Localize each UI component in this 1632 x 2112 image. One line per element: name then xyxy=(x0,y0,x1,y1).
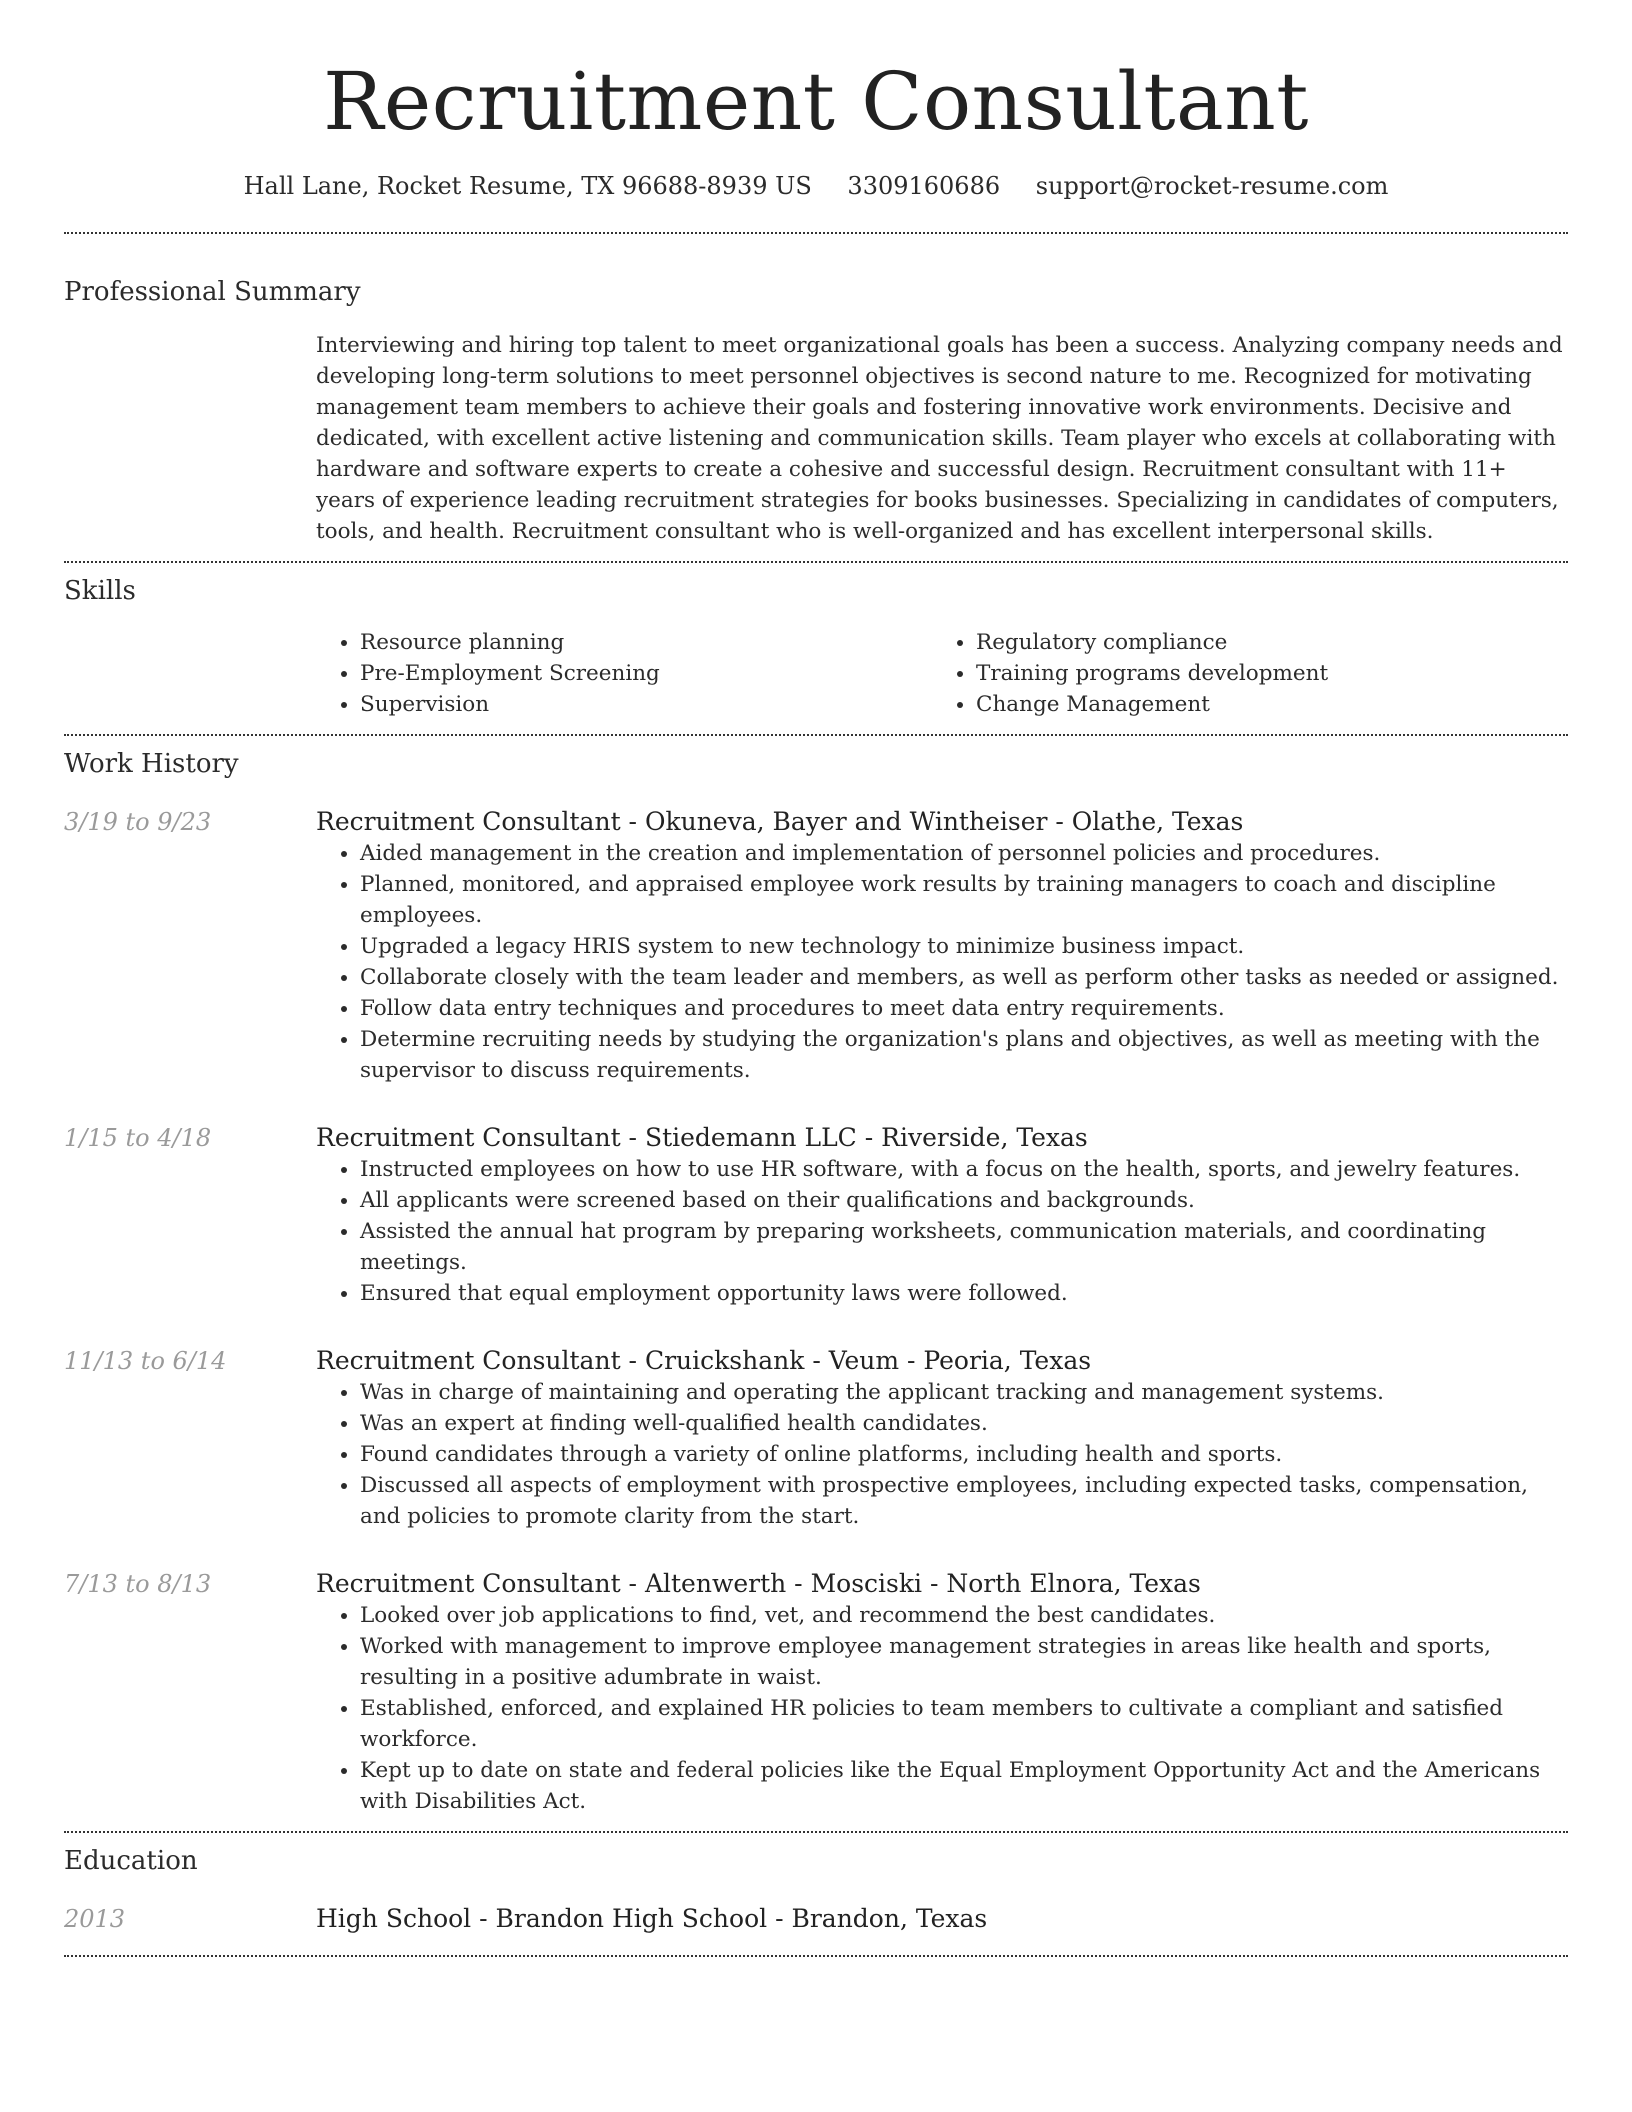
job-bullets xyxy=(316,1154,1568,1309)
job-bullet: • Ensured that equal employment opportunity laws were followed. xyxy=(360,1278,1568,1309)
divider xyxy=(64,232,1568,234)
job-bullet: • Determine recruiting needs by studying the organization's plans and objectives, as well as meeting with the supervisor to discuss requirements. xyxy=(360,1024,1568,1086)
job-bullet: • Planned, monitored, and appraised employee work results by training managers to coach and discipline employees. xyxy=(360,869,1568,931)
divider xyxy=(64,561,1568,563)
summary-title: Professional Summary xyxy=(64,277,361,307)
skill-item: • Pre-Employment Screening xyxy=(360,658,932,689)
contact-address: Hall Lane, Rocket Resume, TX 96688-8939 US xyxy=(243,172,812,200)
skills-title: Skills xyxy=(64,576,136,606)
job-bullet: • Looked over job applications to find, vet, and recommend the best candidates. xyxy=(360,1600,1568,1631)
job-bullet: • Aided management in the creation and implementation of personnel policies and procedures. xyxy=(360,838,1568,869)
job-bullets xyxy=(316,1600,1568,1817)
contact-email: support@rocket-resume.com xyxy=(1035,172,1389,200)
job-bullets xyxy=(316,838,1568,1086)
work-history-section xyxy=(64,748,1568,1831)
job-bullet: • Kept up to date on state and federal policies like the Equal Employment Opportunity Act and the Americans with Disabilities Act. xyxy=(360,1755,1568,1817)
job-entry xyxy=(64,806,1568,1086)
job-entry xyxy=(64,1345,1568,1532)
job-bullet: • Upgraded a legacy HRIS system to new technology to minimize business impact. xyxy=(360,931,1568,962)
job-details xyxy=(316,1345,1568,1532)
summary-section xyxy=(64,276,1568,561)
job-bullet: • Was an expert at finding well-qualified health candidates. xyxy=(360,1408,1568,1439)
job-details xyxy=(316,1122,1568,1309)
job-dates: 3/19 to 9/23 xyxy=(64,808,212,836)
job-heading: Recruitment Consultant - Okuneva, Bayer and Wintheiser - Olathe, Texas xyxy=(316,807,1244,836)
job-bullet: • Assisted the annual hat program by preparing worksheets, communication materials, and coordinating meetings. xyxy=(360,1216,1568,1278)
job-details xyxy=(316,1568,1568,1817)
education-heading: High School - Brandon High School - Brandon, Texas xyxy=(316,1904,988,1933)
skills-list-left xyxy=(316,627,932,720)
divider xyxy=(64,1955,1568,1957)
skill-item: • Supervision xyxy=(360,689,932,720)
job-bullet: • Instructed employees on how to use HR software, with a focus on the health, sports, and jewelry features. xyxy=(360,1154,1568,1185)
education-year: 2013 xyxy=(64,1905,126,1933)
job-bullet: • Discussed all aspects of employment with prospective employees, including expected tasks, compensation, and policies to promote clarity from the start. xyxy=(360,1470,1568,1532)
contact-info xyxy=(64,170,1568,202)
job-bullet: • Was in charge of maintaining and operating the applicant tracking and management systems. xyxy=(360,1377,1568,1408)
education-entry xyxy=(64,1903,1568,1955)
job-bullet: • Found candidates through a variety of online platforms, including health and sports. xyxy=(360,1439,1568,1470)
job-details xyxy=(316,806,1568,1086)
skills-list-right xyxy=(932,627,1568,720)
job-dates: 7/13 to 8/13 xyxy=(64,1570,212,1598)
job-bullets xyxy=(316,1377,1568,1532)
education-section xyxy=(64,1845,1568,1955)
job-bullet: • Follow data entry techniques and procedures to meet data entry requirements. xyxy=(360,993,1568,1024)
skill-item: • Training programs development xyxy=(976,658,1568,689)
skill-item: • Change Management xyxy=(976,689,1568,720)
job-dates: 1/15 to 4/18 xyxy=(64,1124,212,1152)
divider xyxy=(64,1831,1568,1833)
skills-section xyxy=(64,575,1568,734)
skill-item: • Resource planning xyxy=(360,627,932,658)
job-bullet: • Worked with management to improve employee management strategies in areas like health and sports, resulting in a positive adumbrate in waist. xyxy=(360,1631,1568,1693)
skills-grid xyxy=(316,627,1568,734)
job-bullet: • All applicants were screened based on their qualifications and backgrounds. xyxy=(360,1185,1568,1216)
job-heading: Recruitment Consultant - Cruickshank - Veum - Peoria, Texas xyxy=(316,1346,1092,1375)
summary-text: Interviewing and hiring top talent to meet organizational goals has been a success. Analyzing company needs and developing long-term solutions to meet personnel objectives is second nature to me. Recognized for motivating management team members to achieve their goals and fostering innovative work environments. Decisive and dedicated, with excellent active listening and communication skills. Team player who excels at collaborating with hardware and software experts to create a cohesive and successful design. Recruitment consultant with 11+ years of experience leading recruitment strategies for books businesses. Specializing in candidates of computers, tools, and health. Recruitment consultant who is well-organized and has excellent interpersonal skills. xyxy=(316,333,1563,544)
job-bullet: • Established, enforced, and explained HR policies to team members to cultivate a compliant and satisfied workforce. xyxy=(360,1693,1568,1755)
contact-phone: 3309160686 xyxy=(847,172,1001,200)
divider xyxy=(64,734,1568,736)
job-entry xyxy=(64,1568,1568,1831)
skill-item: • Regulatory compliance xyxy=(976,627,1568,658)
education-title: Education xyxy=(64,1846,198,1876)
resume-name: Recruitment Consultant xyxy=(323,55,1309,148)
job-heading: Recruitment Consultant - Altenwerth - Mosciski - North Elnora, Texas xyxy=(316,1569,1201,1598)
job-heading: Recruitment Consultant - Stiedemann LLC - Riverside, Texas xyxy=(316,1123,1088,1152)
work-history-title: Work History xyxy=(64,749,239,779)
job-bullet: • Collaborate closely with the team leader and members, as well as perform other tasks as needed or assigned. xyxy=(360,962,1568,993)
job-entry xyxy=(64,1122,1568,1309)
job-dates: 11/13 to 6/14 xyxy=(64,1347,227,1375)
